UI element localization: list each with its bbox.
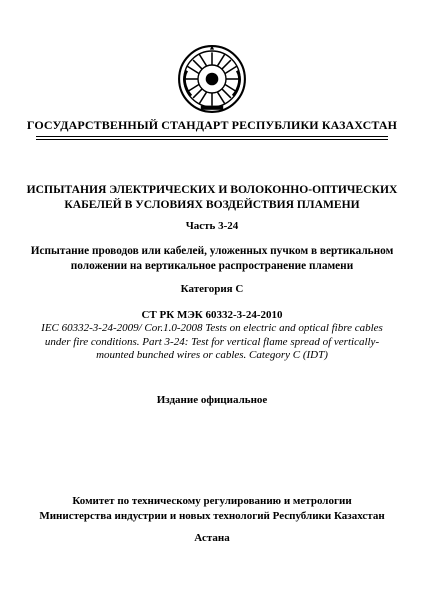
standard-designation: СТ РК МЭК 60332-3-24-2010: [141, 309, 283, 321]
standard-title: ГОСУДАРСТВЕННЫЙ СТАНДАРТ РЕСПУБЛИКИ КАЗАХСТАН: [26, 118, 398, 132]
document-subtitle: [20, 244, 404, 273]
publication-city: Астана: [194, 532, 230, 544]
iec-reference-line: under fire conditions. Part 3-24: Test for vertical flame spread of vertically-: [44, 335, 380, 348]
committee-line: Комитет по техническому регулированию и метрологии: [72, 495, 352, 507]
document-title: [20, 182, 404, 212]
committee-line: Министерства индустрии и новых технологий Республики Казахстан: [39, 509, 385, 522]
document-title-line: ИСПЫТАНИЯ ЭЛЕКТРИЧЕСКИХ И ВОЛОКОННО-ОПТИЧЕСКИХ: [26, 183, 398, 196]
category-label: Категория С: [180, 283, 244, 295]
iec-reference-line: mounted bunched wires or cables. Category C (IDT): [96, 349, 328, 361]
subtitle-line: положении на вертикальное распространение пламени: [70, 259, 354, 272]
state-emblem-icon: [177, 44, 247, 114]
title-divider-thick: [36, 136, 388, 137]
title-divider-thin: [36, 139, 388, 140]
iec-reference: [20, 322, 404, 363]
subtitle-line: Испытание проводов или кабелей, уложенных пучком в вертикальном: [30, 245, 394, 257]
part-number: Часть 3-24: [185, 220, 239, 232]
document-title-line: КАБЕЛЕЙ В УСЛОВИЯХ ВОЗДЕЙСТВИЯ ПЛАМЕНИ: [64, 198, 360, 211]
issuing-committee: [20, 494, 404, 523]
iec-reference-line: IEC 60332-3-24-2009/ Cor.1.0-2008 Tests on electric and optical fibre cables: [41, 322, 383, 334]
edition-label: Издание официальное: [156, 394, 268, 406]
